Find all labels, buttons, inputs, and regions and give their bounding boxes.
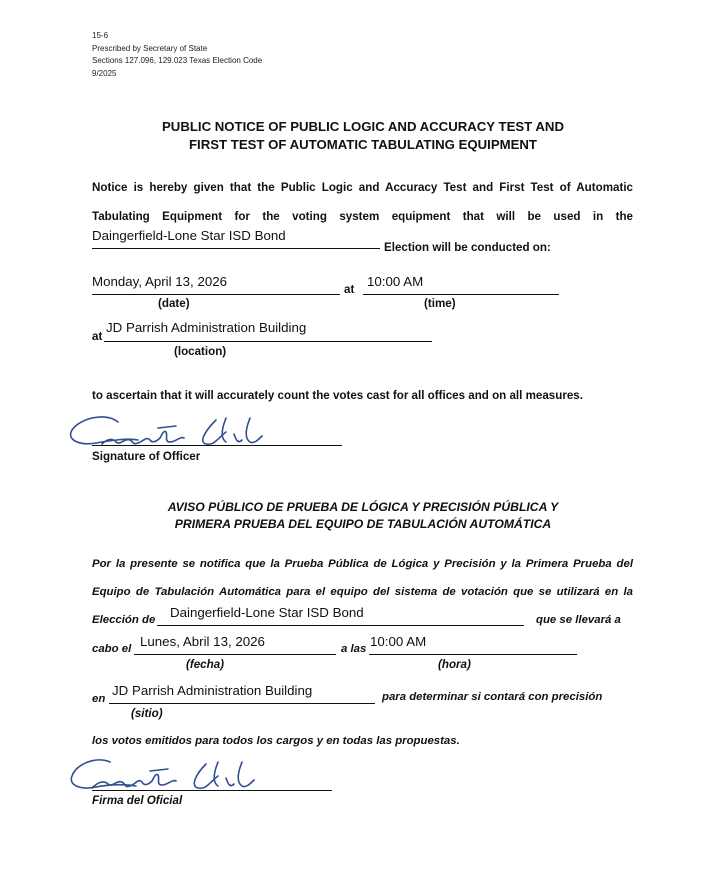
english-location-value: JD Parrish Administration Building <box>106 320 307 335</box>
spanish-election-name: Daingerfield-Lone Star ISD Bond <box>170 605 364 620</box>
prescribed-by: Prescribed by Secretary of State <box>92 43 208 53</box>
spanish-location-suffix: para determinar si contará con precisión <box>382 691 603 703</box>
english-date-value: Monday, April 13, 2026 <box>92 274 228 289</box>
english-at-label: at <box>344 283 355 296</box>
spanish-en-label: en <box>92 693 106 705</box>
spanish-title-line-2: PRIMERA PRUEBA DEL EQUIPO DE TABULACIÓN AUTOMÁTICA <box>174 517 552 531</box>
english-location-caption: (location) <box>174 345 227 358</box>
officer-signature-line <box>92 445 342 446</box>
code-sections: Sections 127.096, 129.023 Texas Election Code <box>92 56 263 65</box>
officer-signature-caption: Signature of Officer <box>92 450 201 463</box>
spanish-location-caption: (sitio) <box>131 707 163 720</box>
spanish-a-las-label: a las <box>341 643 367 655</box>
spanish-location-underline <box>109 703 375 704</box>
form-header <box>92 30 262 80</box>
spanish-election-underline <box>157 625 524 626</box>
english-location-at-label: at <box>92 330 103 343</box>
english-election-name: Daingerfield-Lone Star ISD Bond <box>92 228 286 243</box>
spanish-time-underline <box>369 654 577 655</box>
spanish-body-line-2: Equipo de Tabulación Automática para el equipo del sistema de votación que se utilizará en la <box>92 586 633 598</box>
english-date-caption: (date) <box>158 297 190 310</box>
english-closing: to ascertain that it will accurately count the votes cast for all offices and on all measures. <box>92 389 583 402</box>
spanish-election-prefix: Elección de <box>92 614 156 626</box>
english-election-underline <box>92 248 380 249</box>
spanish-closing: los votos emitidos para todos los cargos y en todas las propuestas. <box>92 735 460 747</box>
english-time-caption: (time) <box>424 297 456 310</box>
spanish-cabo-label: cabo el <box>92 643 132 655</box>
english-body-line-2: Tabulating Equipment for the voting system equipment that will be used in the <box>92 210 633 223</box>
oficial-signature <box>66 754 336 798</box>
form-number: 15-6 <box>92 31 109 40</box>
english-location-underline <box>104 341 432 342</box>
officer-signature <box>66 410 346 454</box>
form-date: 9/2025 <box>92 68 117 78</box>
english-date-underline <box>92 294 340 295</box>
spanish-title-line-1: AVISO PÚBLICO DE PRUEBA DE LÓGICA Y PRECISIÓN PÚBLICA Y <box>167 500 559 514</box>
spanish-date-caption: (fecha) <box>186 658 225 671</box>
english-time-underline <box>363 294 559 295</box>
oficial-signature-line <box>92 790 332 791</box>
english-title-line-2: FIRST TEST OF AUTOMATIC TABULATING EQUIPMENT <box>189 137 537 152</box>
spanish-time-value: 10:00 AM <box>370 634 427 649</box>
spanish-time-caption: (hora) <box>438 658 471 671</box>
spanish-election-suffix: que se llevará a <box>536 614 621 626</box>
english-time-value: 10:00 AM <box>367 274 424 289</box>
spanish-date-underline <box>134 654 336 655</box>
oficial-signature-caption: Firma del Oficial <box>92 794 183 807</box>
english-body-line-1: Notice is hereby given that the Public Logic and Accuracy Test and First Test of Automatic <box>92 181 633 194</box>
spanish-body-line-1: Por la presente se notifica que la Prueba Pública de Lógica y Precisión y la Primera Prueba del <box>92 558 633 570</box>
spanish-location-value: JD Parrish Administration Building <box>112 683 313 698</box>
english-election-suffix: Election will be conducted on: <box>384 241 551 254</box>
spanish-date-value: Lunes, Abril 13, 2026 <box>140 634 265 649</box>
english-title-line-1: PUBLIC NOTICE OF PUBLIC LOGIC AND ACCURACY TEST AND <box>162 119 564 134</box>
